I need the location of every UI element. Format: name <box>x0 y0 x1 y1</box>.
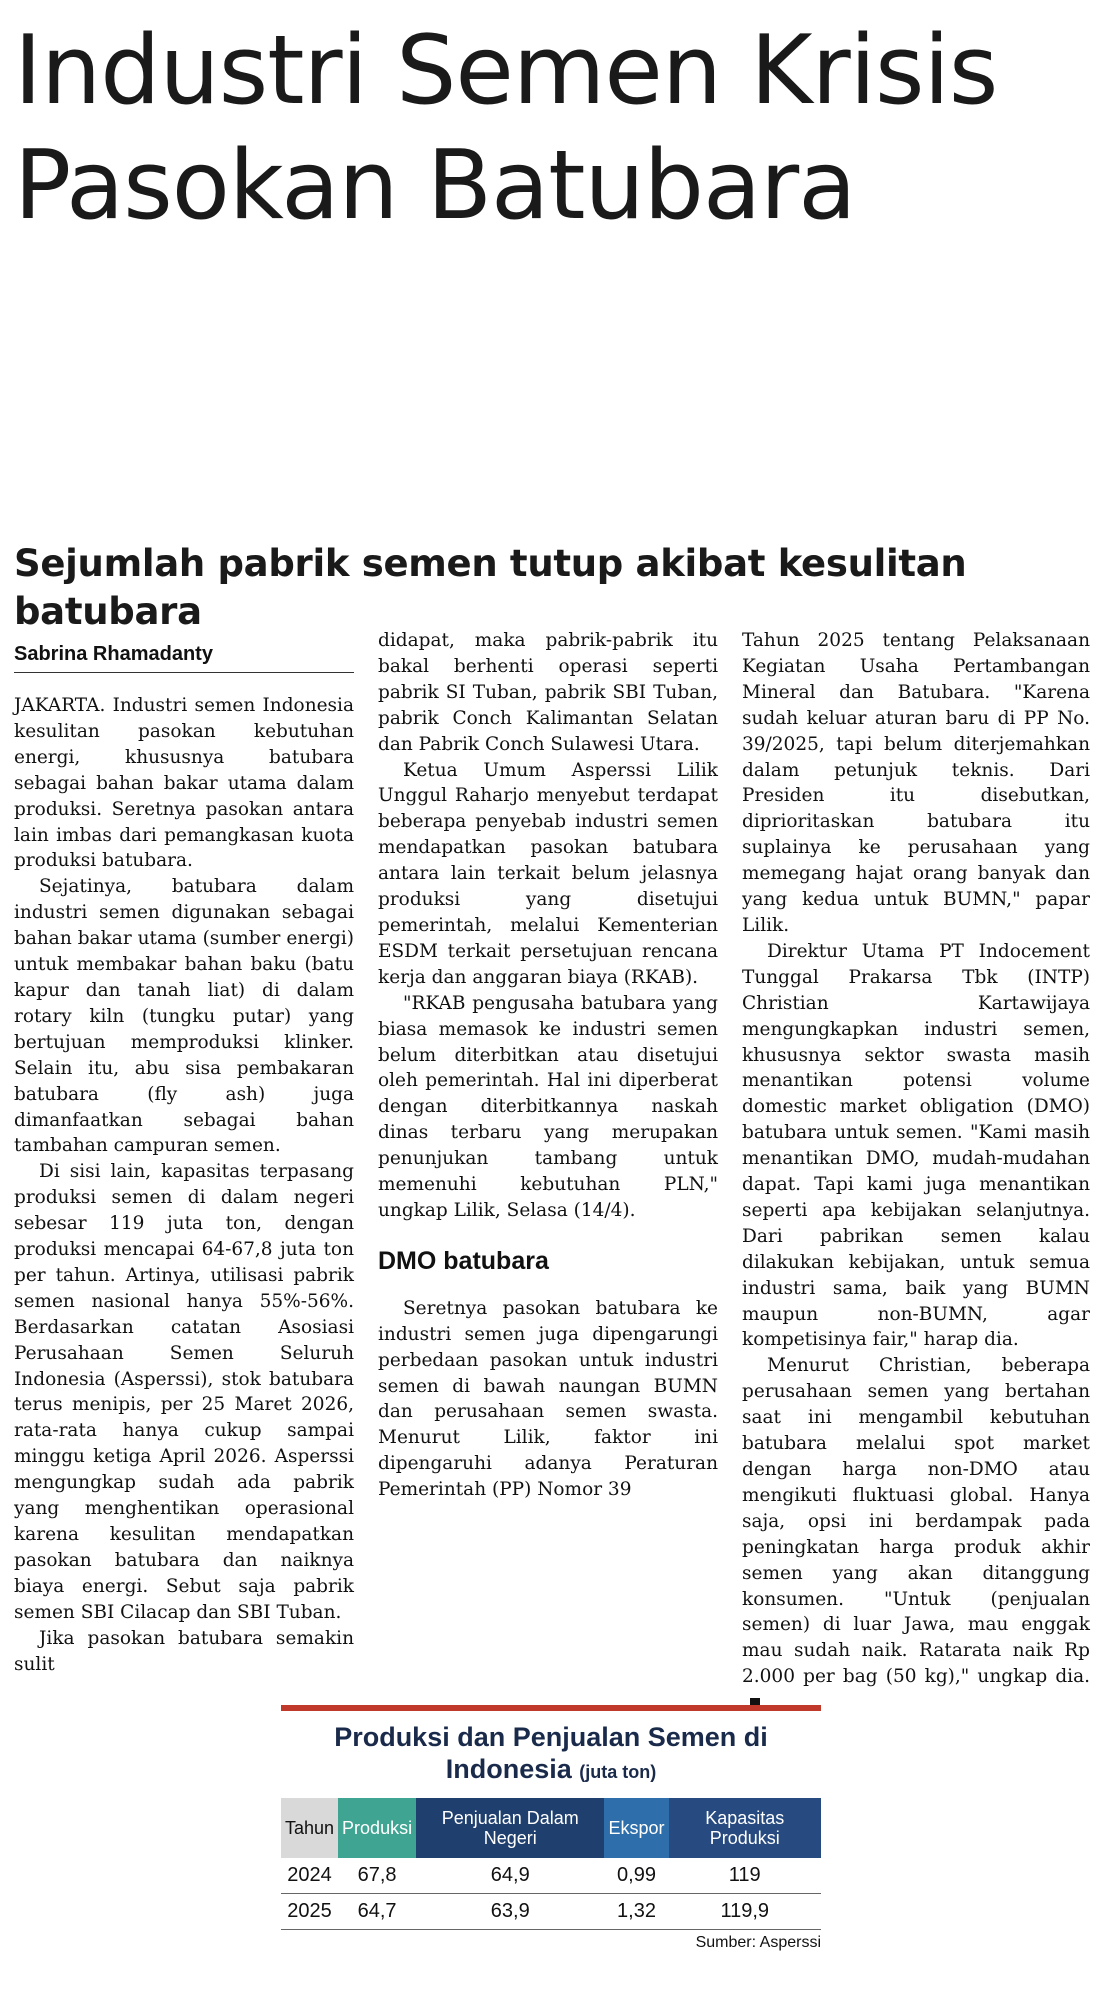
table-row <box>281 1858 821 1894</box>
paragraph: Jika pasokan batubara semakin sulit <box>14 1627 354 1675</box>
paragraph: Seretnya pasokan batubara ke industri semen juga dipengarungi perbedaan pasokan untuk industri semen di bawah naungan BUMN dan perusahaan semen swasta. Menurut Lilik, faktor ini dipengaruhi adanya Peraturan Pemerintah (PP) Nomor 39 <box>378 1297 718 1501</box>
table-header-row <box>281 1798 821 1858</box>
header-ekspor: Ekspor <box>604 1798 668 1858</box>
paragraph: "RKAB pengusaha batubara yang biasa memasok ke industri semen belum diterbitkan atau disetujui oleh pemerintah. Hal ini diperberat dengan diterbitkannya naskah dinas terbaru yang merupakan penunjukan tambang untuk memenuhi kebutuhan PLN," ungkap Lilik, Selasa (14/4). <box>378 992 718 1221</box>
production-table <box>281 1798 821 1930</box>
subheadline: Sejumlah pabrik semen tutup akibat kesulitan batubara <box>14 542 967 633</box>
author-byline: Sabrina Rhamadanty <box>14 640 354 673</box>
table-cell: 119 <box>669 1858 822 1894</box>
article-column-2 <box>378 628 718 1503</box>
paragraph: Di sisi lain, kapasitas terpasang produksi semen di dalam negeri sebesar 119 juta ton, dengan produksi mencapai 64-67,8 juta ton per tahun. Artinya, utilisasi pabrik semen nasional hanya 55%-56%. Berdasarkan catatan Asosiasi Perusahaan Semen Seluruh Indonesia (Asperssi), stok batubara terus menipis, per 25 Maret 2026, rata-rata hanya cukup sampai minggu ketiga April 2026. Asperssi mengungkap sudah ada pabrik yang menghentikan operasional karena kesulitan mendapatkan pasokan batubara dan naiknya biaya energi. Sebut saja pabrik semen SBI Cilacap dan SBI Tuban. <box>14 1161 354 1623</box>
table-cell: 64,9 <box>416 1858 604 1894</box>
article-column-3 <box>742 628 1090 1716</box>
table-cell: 63,9 <box>416 1894 604 1930</box>
table-unit: (juta ton) <box>579 1762 657 1782</box>
paragraph <box>742 1353 1090 1716</box>
header-tahun: Tahun <box>281 1798 338 1858</box>
table-cell: 119,9 <box>669 1894 822 1930</box>
paragraph: didapat, maka pabrik-pabrik itu bakal berhenti operasi seperti pabrik SI Tuban, pabrik SBI Tuban, pabrik Conch Kalimantan Selatan dan Pabrik Conch Sulawesi Utara. <box>378 630 718 755</box>
table-cell: 0,99 <box>604 1858 668 1894</box>
headline: Industri Semen Krisis Pasokan Batubara <box>14 16 998 241</box>
table-row <box>281 1894 821 1930</box>
table-cell: 1,32 <box>604 1894 668 1930</box>
paragraph: Tahun 2025 tentang Pelaksanaan Kegiatan Usaha Pertambangan Mineral dan Batubara. "Karena sudah keluar aturan baru di PP No. 39/2025, tapi belum diterjemahkan dalam petunjuk teknis. Dari Presiden itu disebutkan, diprioritaskan batubara itu suplainya ke perusahaan yang memegang hajat orang banyak dan yang kedua untuk BUMN," papar Lilik. <box>742 630 1090 936</box>
table-source: Sumber: Asperssi <box>695 1934 821 1951</box>
paragraph: JAKARTA. Industri semen Indonesia kesulitan pasokan kebutuhan energi, khususnya batubara sebagai bahan bakar utama dalam produksi. Seretnya pasokan antara lain imbas dari pemangkasan kuota produksi batubara. <box>14 695 354 872</box>
table-cell: 67,8 <box>338 1858 416 1894</box>
table-top-rule <box>281 1705 821 1711</box>
header-penjualan: Penjualan Dalam Negeri <box>416 1798 604 1858</box>
paragraph: Sejatinya, batubara dalam industri semen digunakan sebagai bahan bakar utama (sumber energi) untuk membakar bahan baku (batu kapur dan tanah liat) di dalam rotary kiln (tungku putar) yang bertujuan memproduksi klinker. Selain itu, abu sisa pembakaran batubara (fly ash) juga dimanfaatkan sebagai bahan tambahan campuran semen. <box>14 876 354 1157</box>
table-cell: 2024 <box>281 1858 338 1894</box>
table-title-text: Produksi dan Penjualan Semen di Indonesia <box>334 1722 768 1784</box>
data-table-box <box>281 1705 821 2005</box>
paragraph-text: Menurut Christian, beberapa perusahaan semen yang bertahan saat ini mengambil kebutuhan batubara melalui spot market dengan harga non-DMO atau mengikuti fluktuasi global. Hanya saja, opsi ini berdampak pada peningkatan harga produk akhir semen yang akan ditanggung konsumen. "Untuk (penjualan semen) di luar Jawa, mau enggak mau sudah naik. Ratarata naik Rp 2.000 per bag (50 kg)," ungkap dia. <box>742 1355 1090 1688</box>
header-produksi: Produksi <box>338 1798 416 1858</box>
table-cell: 2025 <box>281 1894 338 1930</box>
article-column-1 <box>14 640 354 1677</box>
paragraph: Direktur Utama PT Indocement Tunggal Prakarsa Tbk (INTP) Christian Kartawijaya mengungkapkan industri semen, khususnya sektor swasta masih menantikan potensi volume domestic market obligation (DMO) batubara untuk semen. "Kami masih menantikan DMO, mudah-mudahan dapat. Tapi kami juga menantikan seperti apa kebijakan selanjutnya. Dari pabrikan semen kalau dilakukan kebijakan, untuk semua industri sama, baik yang BUMN maupun non-BUMN, agar kompetisinya fair," harap dia. <box>742 940 1090 1351</box>
table-cell: 64,7 <box>338 1894 416 1930</box>
section-heading: DMO batubara <box>378 1246 549 1275</box>
table-title <box>281 1721 821 1788</box>
header-kapasitas: Kapasitas Produksi <box>669 1798 822 1858</box>
paragraph: Ketua Umum Asperssi Lilik Unggul Raharjo menyebut terdapat beberapa penyebab industri semen mendapatkan pasokan batubara antara lain terkait belum jelasnya produksi yang disetujui pemerintah, melalui Kementerian ESDM terkait persetujuan rencana kerja dan anggaran biaya (RKAB). <box>378 759 718 988</box>
